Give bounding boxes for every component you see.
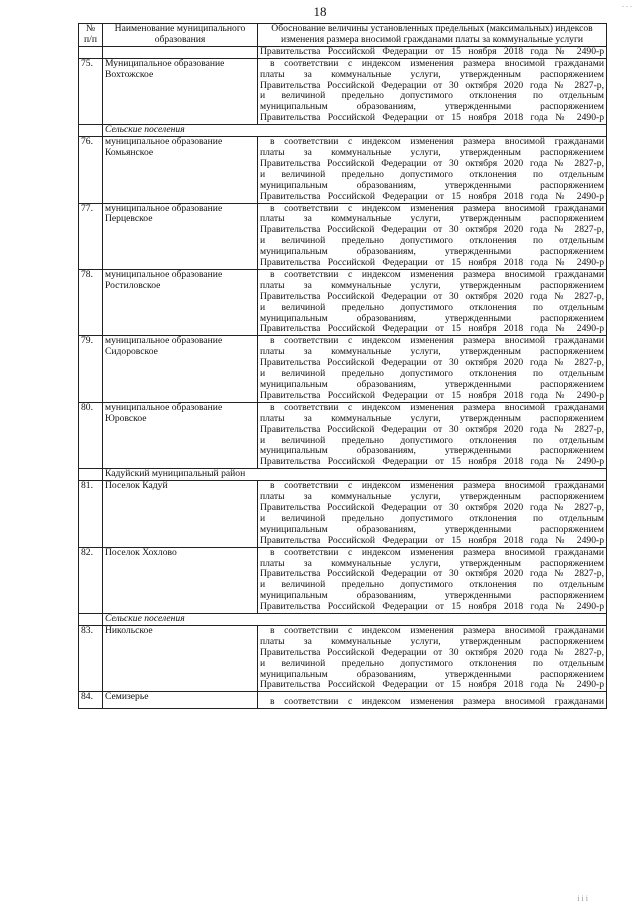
basis-line: Правительства Российской Федерации от 15 ноября 2018 года № 2490-р: [260, 389, 604, 401]
basis-text: [258, 547, 607, 613]
corner-mark-top: . . .: [622, 0, 632, 9]
basis-line: Правительства Российской Федерации от 30 октября 2020 года № 2827-р,: [260, 79, 604, 91]
basis-line: Правительства Российской Федерации от 30 октября 2020 года № 2827-р,: [260, 357, 604, 369]
basis-line: в соответствии с индексом изменения размера вносимой гражданами: [270, 57, 604, 69]
continuation-text: Правительства Российской Федерации от 15 ноября 2018 года № 2490-р: [258, 46, 607, 58]
district-label: Кадуйский муниципальный район: [103, 469, 607, 481]
basis-line: и величиной предельно допустимого отклонения по отдельным: [260, 301, 604, 313]
municipality-name: муниципальное образование Комьянское: [103, 137, 258, 203]
basis-line: муниципальным образованиям, утвержденными распоряжением: [260, 179, 604, 191]
basis-line: Правительства Российской Федерации от 15 ноября 2018 года № 2490-р: [260, 190, 604, 202]
basis-line: платы за коммунальные услуги, утвержденным распоряжением: [260, 68, 604, 80]
row-number: [79, 125, 103, 137]
basis-line: муниципальным образованиям, утвержденными распоряжением: [260, 445, 604, 457]
basis-line: платы за коммунальные услуги, утвержденным распоряжением: [260, 346, 604, 358]
basis-line: муниципальным образованиям, утвержденными распоряжением: [260, 312, 604, 324]
municipality-name: муниципальное образование Сидоровское: [103, 336, 258, 402]
basis-line: платы за коммунальные услуги, утвержденным распоряжением: [260, 557, 604, 569]
row-number: 81.: [79, 481, 103, 547]
basis-line: Правительства Российской Федерации от 30 октября 2020 года № 2827-р,: [260, 568, 604, 580]
basis-text: [258, 336, 607, 402]
row-number: 79.: [79, 336, 103, 402]
basis-line: и величиной предельно допустимого отклонения по отдельным: [260, 434, 604, 446]
section-row: [79, 614, 607, 626]
row-number: 77.: [79, 203, 103, 269]
basis-line: и величиной предельно допустимого отклонения по отдельным: [260, 368, 604, 380]
municipality-name: Семизерье: [103, 692, 258, 709]
basis-line: в соответствии с индексом изменения размера вносимой гражданами: [270, 268, 604, 280]
table-row: [79, 481, 607, 547]
row-number: 78.: [79, 269, 103, 335]
row-number: 75.: [79, 58, 103, 124]
basis-line: платы за коммунальные услуги, утвержденным распоряжением: [260, 146, 604, 158]
basis-line: муниципальным образованиям, утвержденными распоряжением: [260, 379, 604, 390]
table-row: [79, 269, 607, 335]
district-row: [79, 469, 607, 481]
basis-line: в соответствии с индексом изменения размера вносимой гражданами: [270, 401, 604, 413]
municipality-name: муниципальное образование Ростиловское: [103, 269, 258, 335]
row-number: 80.: [79, 402, 103, 468]
municipality-name: Поселок Кадуй: [103, 481, 258, 547]
basis-text: [258, 481, 607, 547]
row-number: 82.: [79, 547, 103, 613]
basis-line: Правительства Российской Федерации от 30 октября 2020 года № 2827-р,: [260, 501, 604, 513]
basis-line: в соответствии с индексом изменения размера вносимой гражданами: [270, 480, 604, 492]
section-label: Сельские поселения: [103, 125, 607, 137]
basis-line: и величиной предельно допустимого отклонения по отдельным: [260, 168, 604, 180]
row-number: [79, 614, 103, 626]
header-number: [79, 24, 103, 47]
basis-line: муниципальным образованиям, утвержденными распоряжением: [260, 590, 604, 602]
basis-line: муниципальным образованиям, утвержденными распоряжением: [260, 101, 604, 113]
basis-line: в соответствии с индексом изменения размера вносимой гражданами: [270, 696, 604, 708]
basis-text: [258, 692, 607, 709]
page-number: 18: [313, 4, 327, 19]
section-row: [79, 125, 607, 137]
table-row: [79, 137, 607, 203]
table-header-row: [79, 24, 607, 47]
basis-text: [258, 137, 607, 203]
continuation-row: [79, 46, 607, 58]
basis-line: в соответствии с индексом изменения размера вносимой гражданами: [270, 136, 604, 148]
basis-text: [258, 269, 607, 335]
basis-line: платы за коммунальные услуги, утвержденным распоряжением: [260, 213, 604, 225]
basis-line: в соответствии с индексом изменения размера вносимой гражданами: [270, 202, 604, 214]
basis-line: Правительства Российской Федерации от 15 ноября 2018 года № 2490-р: [260, 601, 604, 613]
basis-line: Правительства Российской Федерации от 15 ноября 2018 года № 2490-р: [260, 323, 604, 335]
basis-line: Правительства Российской Федерации от 30 октября 2020 года № 2827-р,: [260, 224, 604, 236]
municipality-name: Муниципальное образование Вохтожское: [103, 58, 258, 124]
basis-text: [258, 625, 607, 691]
basis-line: Правительства Российской Федерации от 30 октября 2020 года № 2827-р,: [260, 290, 604, 302]
corner-mark-bottom: i i i: [577, 894, 588, 903]
basis-line: Правительства Российской Федерации от 30 октября 2020 года № 2827-р,: [260, 423, 604, 435]
table-row: [79, 336, 607, 402]
table-row: [79, 203, 607, 269]
tariff-index-table: [78, 23, 607, 709]
table-body: [79, 46, 607, 708]
table-row: [79, 402, 607, 468]
basis-line: платы за коммунальные услуги, утвержденным распоряжением: [260, 491, 604, 503]
basis-text: [258, 203, 607, 269]
basis-line: муниципальным образованиям, утвержденными распоряжением: [260, 523, 604, 535]
basis-line: платы за коммунальные услуги, утвержденным распоряжением: [260, 279, 604, 291]
row-number: 83.: [79, 625, 103, 691]
municipality-name: Никольское: [103, 625, 258, 691]
basis-line: и величиной предельно допустимого отклонения по отдельным: [260, 235, 604, 247]
basis-line: и величиной предельно допустимого отклонения по отдельным: [260, 657, 604, 669]
basis-line: Правительства Российской Федерации от 15 ноября 2018 года № 2490-р: [260, 257, 604, 269]
basis-line: платы за коммунальные услуги, утвержденным распоряжением: [260, 412, 604, 424]
basis-line: муниципальным образованиям, утвержденными распоряжением: [260, 668, 604, 680]
table-row: [79, 625, 607, 691]
basis-line: Правительства Российской Федерации от 15 ноября 2018 года № 2490-р: [260, 112, 604, 124]
basis-line: и величиной предельно допустимого отклонения по отдельным: [260, 512, 604, 524]
basis-line: Правительства Российской Федерации от 15 ноября 2018 года № 2490-р: [260, 679, 604, 691]
basis-line: Правительства Российской Федерации от 15 ноября 2018 года № 2490-р: [260, 456, 604, 468]
basis-line: в соответствии с индексом изменения размера вносимой гражданами: [270, 335, 604, 347]
header-municipality: Наименование муниципального образования: [103, 24, 258, 47]
header-number-part: №: [85, 23, 96, 34]
table-row: [79, 547, 607, 613]
basis-line: муниципальным образованиям, утвержденными распоряжением: [260, 246, 604, 258]
basis-text: [258, 402, 607, 468]
basis-text: [258, 58, 607, 124]
basis-line: платы за коммунальные услуги, утвержденным распоряжением: [260, 635, 604, 647]
basis-line: и величиной предельно допустимого отклонения по отдельным: [260, 579, 604, 591]
basis-line: Правительства Российской Федерации от 30 октября 2020 года № 2827-р,: [260, 646, 604, 658]
header-basis: Обоснование величины установленных предельных (максимальных) индексов изменения размера вносимой гражданами платы за коммунальные услуги: [258, 24, 607, 47]
municipality-name: муниципальное образование Юровское: [103, 402, 258, 468]
municipality-name: муниципальное образование Перцевское: [103, 203, 258, 269]
municipality-name: Поселок Хохлово: [103, 547, 258, 613]
basis-line: Правительства Российской Федерации от 15 ноября 2018 года № 2490-р: [260, 534, 604, 546]
header-number-part: п/п: [84, 33, 97, 45]
table-row: [79, 58, 607, 124]
row-number: 76.: [79, 137, 103, 203]
table-row: [79, 692, 607, 709]
basis-line: и величиной предельно допустимого отклонения по отдельным: [260, 90, 604, 102]
basis-line: в соответствии с индексом изменения размера вносимой гражданами: [270, 546, 604, 558]
section-label: Сельские поселения: [103, 614, 607, 626]
row-number: 84.: [79, 692, 103, 709]
basis-line: в соответствии с индексом изменения размера вносимой гражданами: [270, 624, 604, 636]
basis-line: Правительства Российской Федерации от 30 октября 2020 года № 2827-р,: [260, 157, 604, 169]
row-number: [79, 469, 103, 481]
